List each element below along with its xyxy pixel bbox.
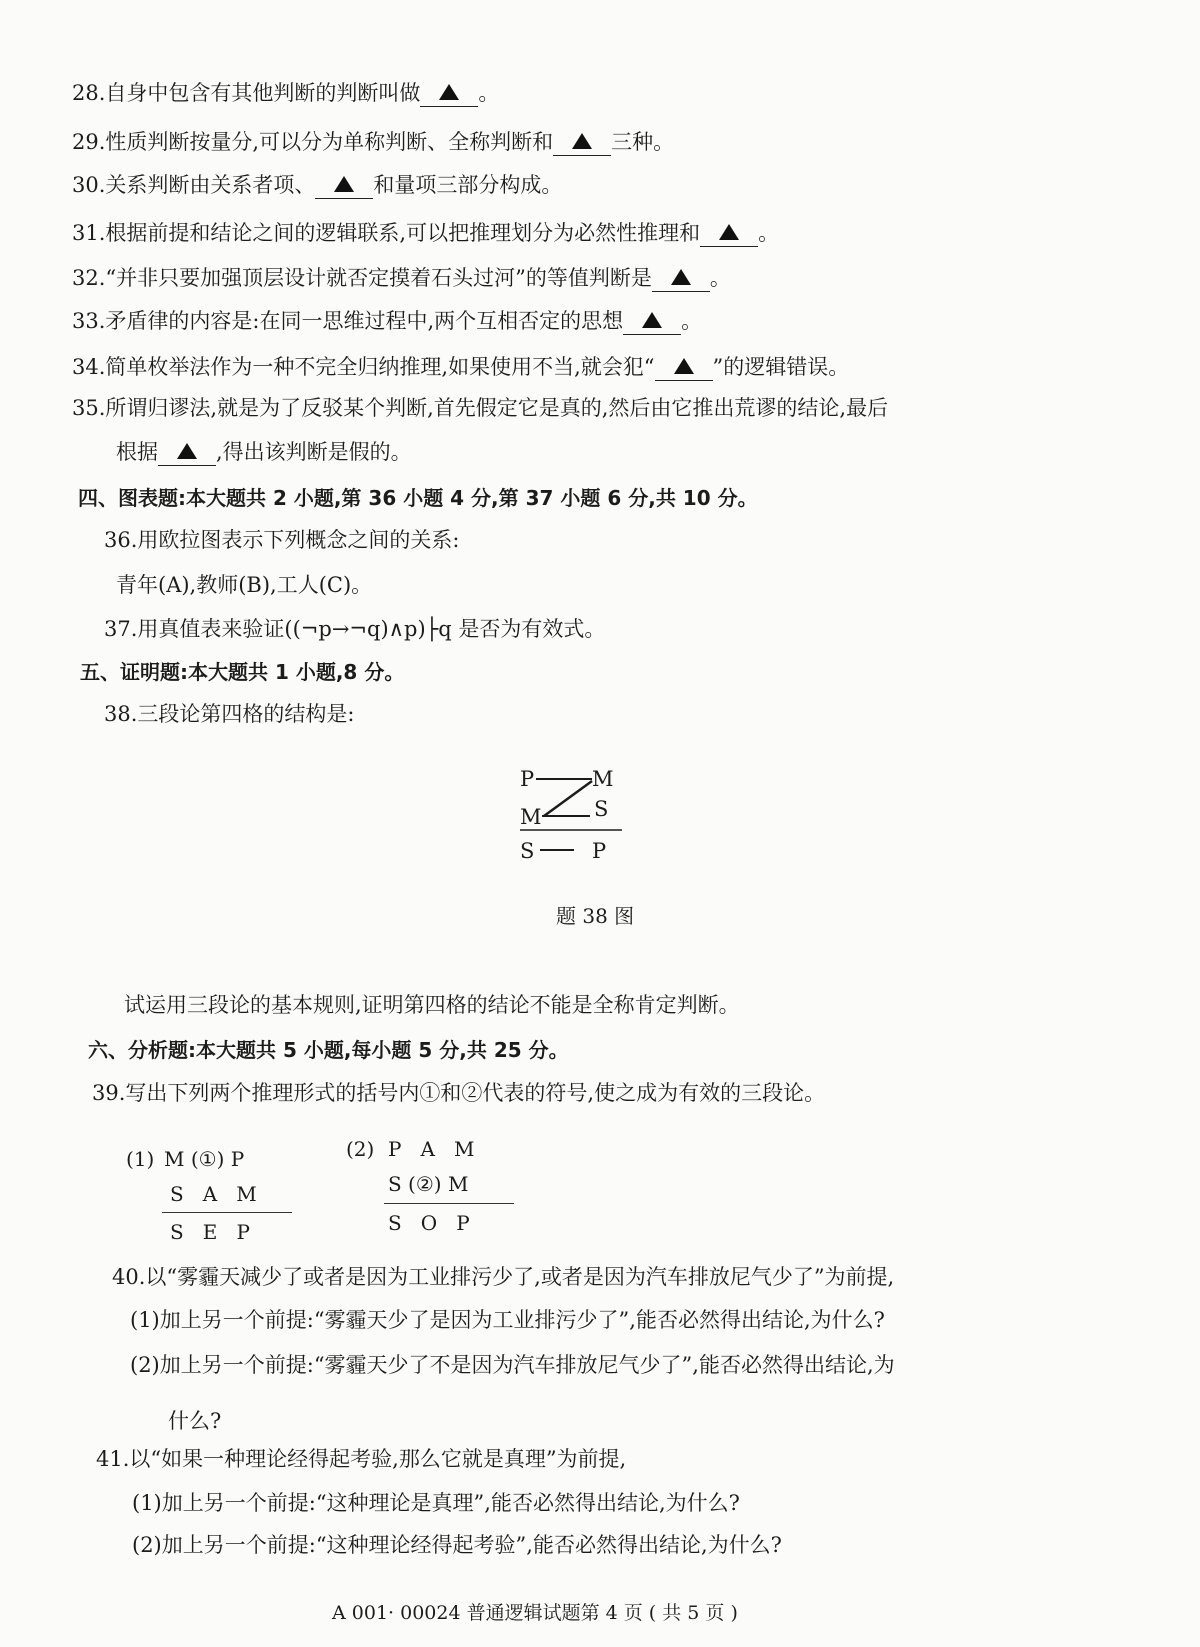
question-33: 33.矛盾律的内容是:在同一思维过程中,两个互相否定的思想 。: [72, 306, 702, 337]
answer-blank: [655, 350, 713, 381]
answer-blank: [420, 76, 478, 107]
form-2-label: (2): [346, 1137, 375, 1161]
question-30: 30.关系判断由关系者项、 和量项三部分构成。: [72, 170, 562, 201]
figure-term-s-minor: S: [594, 797, 609, 821]
question-28: 28.自身中包含有其他判断的判断叫做 。: [72, 78, 499, 109]
triangle-icon: [719, 224, 739, 240]
question-41-sub-2: (2)加上另一个前提:“这种理论经得起考验”,能否必然得出结论,为什么?: [132, 1533, 782, 1557]
question-40: 40.以“雾霾天减少了或者是因为工业排污少了,或者是因为汽车排放尼气少了”为前提,: [112, 1265, 895, 1289]
question-32: 32.“并非只要加强顶层设计就否定摸着石头过河”的等值判断是 。: [72, 263, 731, 294]
syllogism-fourth-figure-diagram: [520, 770, 660, 860]
figure-term-p-major: P: [520, 770, 535, 791]
figure-term-m-major: M: [592, 770, 614, 791]
form-2-conclusion: S O P: [388, 1211, 470, 1235]
answer-blank: [652, 261, 710, 292]
question-39: 39.写出下列两个推理形式的括号内①和②代表的符号,使之成为有效的三段论。: [92, 1081, 826, 1105]
figure-term-s-conclusion: S: [520, 839, 535, 860]
answer-blank: [315, 168, 373, 199]
form-1-minor-premise: S A M: [170, 1182, 257, 1206]
triangle-icon: [334, 176, 354, 192]
triangle-icon: [177, 443, 197, 459]
question-38: 38.三段论第四格的结构是:: [104, 702, 355, 726]
question-29: 29.性质判断按量分,可以分为单称判断、全称判断和 三种。: [72, 127, 674, 158]
figure-term-p-conclusion: P: [592, 839, 607, 860]
figure-term-m-minor: M: [520, 805, 542, 829]
triangle-icon: [671, 269, 691, 285]
triangle-icon: [572, 133, 592, 149]
section-heading-5: 五、证明题:本大题共 1 小题,8 分。: [80, 660, 405, 684]
answer-blank: [700, 216, 758, 247]
question-31: 31.根据前提和结论之间的逻辑联系,可以把推理划分为必然性推理和 。: [72, 218, 779, 249]
triangle-icon: [642, 312, 662, 328]
question-41-sub-1: (1)加上另一个前提:“这种理论是真理”,能否必然得出结论,为什么?: [132, 1491, 740, 1515]
question-41: 41.以“如果一种理论经得起考验,那么它就是真理”为前提,: [96, 1447, 627, 1471]
form-1-major-premise: M (①) P: [164, 1147, 245, 1171]
question-35: 35.所谓归谬法,就是为了反驳某个判断,首先假定它是真的,然后由它推出荒谬的结论,最后: [72, 396, 889, 420]
form-2-major-premise: P A M: [388, 1137, 475, 1161]
form-1-conclusion: S E P: [170, 1220, 250, 1244]
question-36: 36.用欧拉图表示下列概念之间的关系:: [104, 528, 460, 552]
question-38-task: 试运用三段论的基本规则,证明第四格的结论不能是全称肯定判断。: [124, 993, 740, 1017]
question-37: 37.用真值表来验证((¬p→¬q)∧p)├q 是否为有效式。: [104, 617, 606, 641]
answer-blank: [158, 435, 216, 466]
form-1-label: (1): [126, 1147, 155, 1171]
question-40-sub-1: (1)加上另一个前提:“雾霾天少了是因为工业排污少了”,能否必然得出结论,为什么?: [130, 1308, 885, 1332]
figure-caption: 题 38 图: [556, 904, 635, 928]
question-40-sub-2-cont: 什么?: [168, 1409, 222, 1433]
question-34: 34.简单枚举法作为一种不完全归纳推理,如果使用不当,就会犯“ ”的逻辑错误。: [72, 352, 849, 383]
triangle-icon: [674, 358, 694, 374]
question-40-sub-2: (2)加上另一个前提:“雾霾天少了不是因为汽车排放尼气少了”,能否必然得出结论,为: [130, 1353, 895, 1377]
answer-blank: [553, 125, 611, 156]
section-heading-4: 四、图表题:本大题共 2 小题,第 36 小题 4 分,第 37 小题 6 分,共 10 分。: [78, 486, 758, 510]
form-2-divider: [384, 1203, 514, 1204]
section-heading-6: 六、分析题:本大题共 5 小题,每小题 5 分,共 25 分。: [88, 1038, 569, 1062]
question-36-line2: 青年(A),教师(B),工人(C)。: [116, 573, 373, 597]
answer-blank: [623, 304, 681, 335]
triangle-icon: [439, 84, 459, 100]
question-35-line2: 根据 ,得出该判断是假的。: [116, 437, 412, 468]
page-footer: A 001· 00024 普通逻辑试题第 4 页 ( 共 5 页 ): [332, 1602, 738, 1624]
form-2-minor-premise: S (②) M: [388, 1172, 469, 1196]
form-1-divider: [162, 1212, 292, 1213]
